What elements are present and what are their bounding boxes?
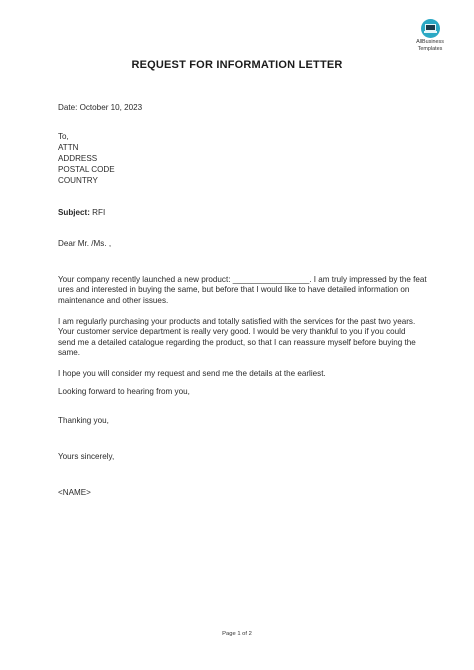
- letter-date: Date: October 10, 2023: [58, 103, 143, 112]
- paragraph-line: same.: [58, 348, 81, 358]
- letter-title: REQUEST FOR INFORMATION LETTER: [131, 59, 343, 71]
- salutation: Dear Mr. /Ms. ,: [58, 239, 112, 248]
- laptop-icon: [421, 19, 440, 38]
- paragraph-line: maintenance and other issues.: [58, 295, 169, 305]
- recipient-to: To,: [58, 132, 69, 141]
- brand-name-line1: AllBusiness: [416, 39, 444, 45]
- address-line-postal-code: POSTAL CODE: [58, 165, 115, 174]
- paragraph-request: I hope you will consider my request and send me the details at the earliest.: [58, 369, 326, 378]
- brand-logo-text: [410, 39, 450, 52]
- paragraph-closing-remark: Looking forward to hearing from you,: [58, 387, 190, 396]
- address-line-attn: ATTN: [58, 143, 79, 152]
- page-number: Page 1 of 2: [222, 631, 252, 637]
- paragraph-line: Your customer service department is really very good. I would be very thankful to you if you could: [58, 327, 406, 337]
- subject-line: [58, 208, 105, 218]
- address-line-address: ADDRESS: [58, 154, 98, 163]
- subject-value: RFI: [89, 208, 106, 217]
- subject-label: Subject:: [58, 208, 90, 217]
- brand-logo: [410, 19, 450, 52]
- thanks-line: Thanking you,: [58, 416, 109, 425]
- closing-line: Yours sincerely,: [58, 452, 115, 461]
- paragraph-line: I am regularly purchasing your products and totally satisfied with the services for the past two years.: [58, 317, 416, 326]
- brand-name-line2: Templates: [417, 45, 443, 52]
- paragraph-details: [58, 317, 420, 359]
- address-line-country: COUNTRY: [58, 176, 98, 185]
- paragraph-intro: [58, 275, 427, 306]
- paragraph-line: send me a detailed catalogue regarding the product, so that I can reassure myself before buying the: [58, 337, 416, 347]
- paragraph-line: ures and interested in buying the same, but before that I would like to have detailed information on: [58, 285, 410, 295]
- paragraph-line: Your company recently launched a new product: _________________. I am truly impressed by the feat: [58, 275, 427, 284]
- signature-name: <NAME>: [58, 488, 91, 497]
